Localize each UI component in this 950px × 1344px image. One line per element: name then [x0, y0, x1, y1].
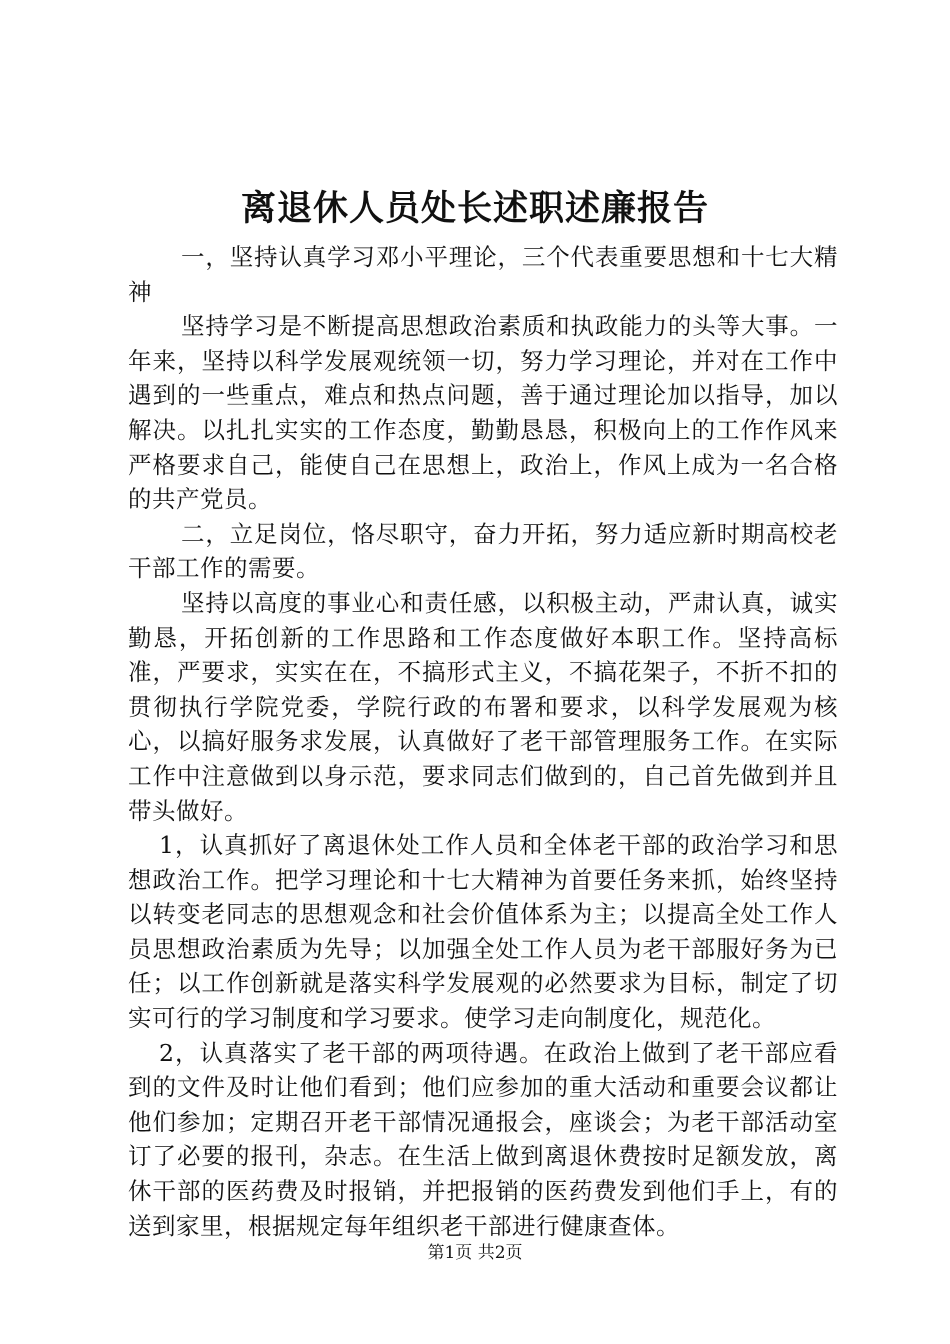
paragraph-item-2: 2，认真落实了老干部的两项待遇。在政治上做到了老干部应看到的文件及时让他们看到；他们应参加的重大活动和重要会议都让他们参加；定期召开老干部情况通报会，座谈会；为老干部活动室订了必要的报刊，杂志。在生活上做到离退休费按时足额发放，离休干部的医药费及时报销，并把报销的医药费发到他们手上，有的送到家里，根据规定每年组织老干部进行健康查体。	[128, 1038, 838, 1240]
paragraph-heading-2: 二，立足岗位，恪尽职守，奋力开拓，努力适应新时期高校老干部工作的需要。	[128, 519, 838, 583]
paragraph-duty: 坚持以高度的事业心和责任感，以积极主动，严肃认真，诚实勤恳，开拓创新的工作思路和工作态度做好本职工作。坚持高标准，严要求，实实在在，不搞形式主义，不搞花架子，不折不扣的贯彻执行学院党委，学院行政的布署和要求，以科学发展观为核心，以搞好服务求发展，认真做好了老干部管理服务工作。在实际工作中注意做到以身示范，要求同志们做到的，自己首先做到并且带头做好。	[128, 588, 838, 825]
paragraph-study: 坚持学习是不断提高思想政治素质和执政能力的头等大事。一年来，坚持以科学发展观统领一切，努力学习理论，并对在工作中遇到的一些重点，难点和热点问题，善于通过理论加以指导，加以解决。以扎扎实实的工作态度，勤勤恳恳，积极向上的工作作风来严格要求自己，能使自己在思想上，政治上，作风上成为一名合格的共产党员。	[128, 312, 838, 514]
paragraph-heading-1: 一，坚持认真学习邓小平理论，三个代表重要思想和十七大精神	[128, 243, 838, 306]
document-title: 离退休人员处长述职述廉报告	[240, 188, 709, 229]
page-number-footer: 第1页 共2页	[427, 1243, 523, 1263]
document-body	[128, 240, 838, 1243]
paragraph-item-1: 1，认真抓好了离退休处工作人员和全体老干部的政治学习和思想政治工作。把学习理论和十七大精神为首要任务来抓，始终坚持以转变老同志的思想观念和社会价值体系为主；以提高全处工作人员思想政治素质为先导；以加强全处工作人员为老干部服好务为已任；以工作创新就是落实科学发展观的必然要求为目标，制定了切实可行的学习制度和学习要求。使学习走向制度化，规范化。	[128, 831, 838, 1033]
